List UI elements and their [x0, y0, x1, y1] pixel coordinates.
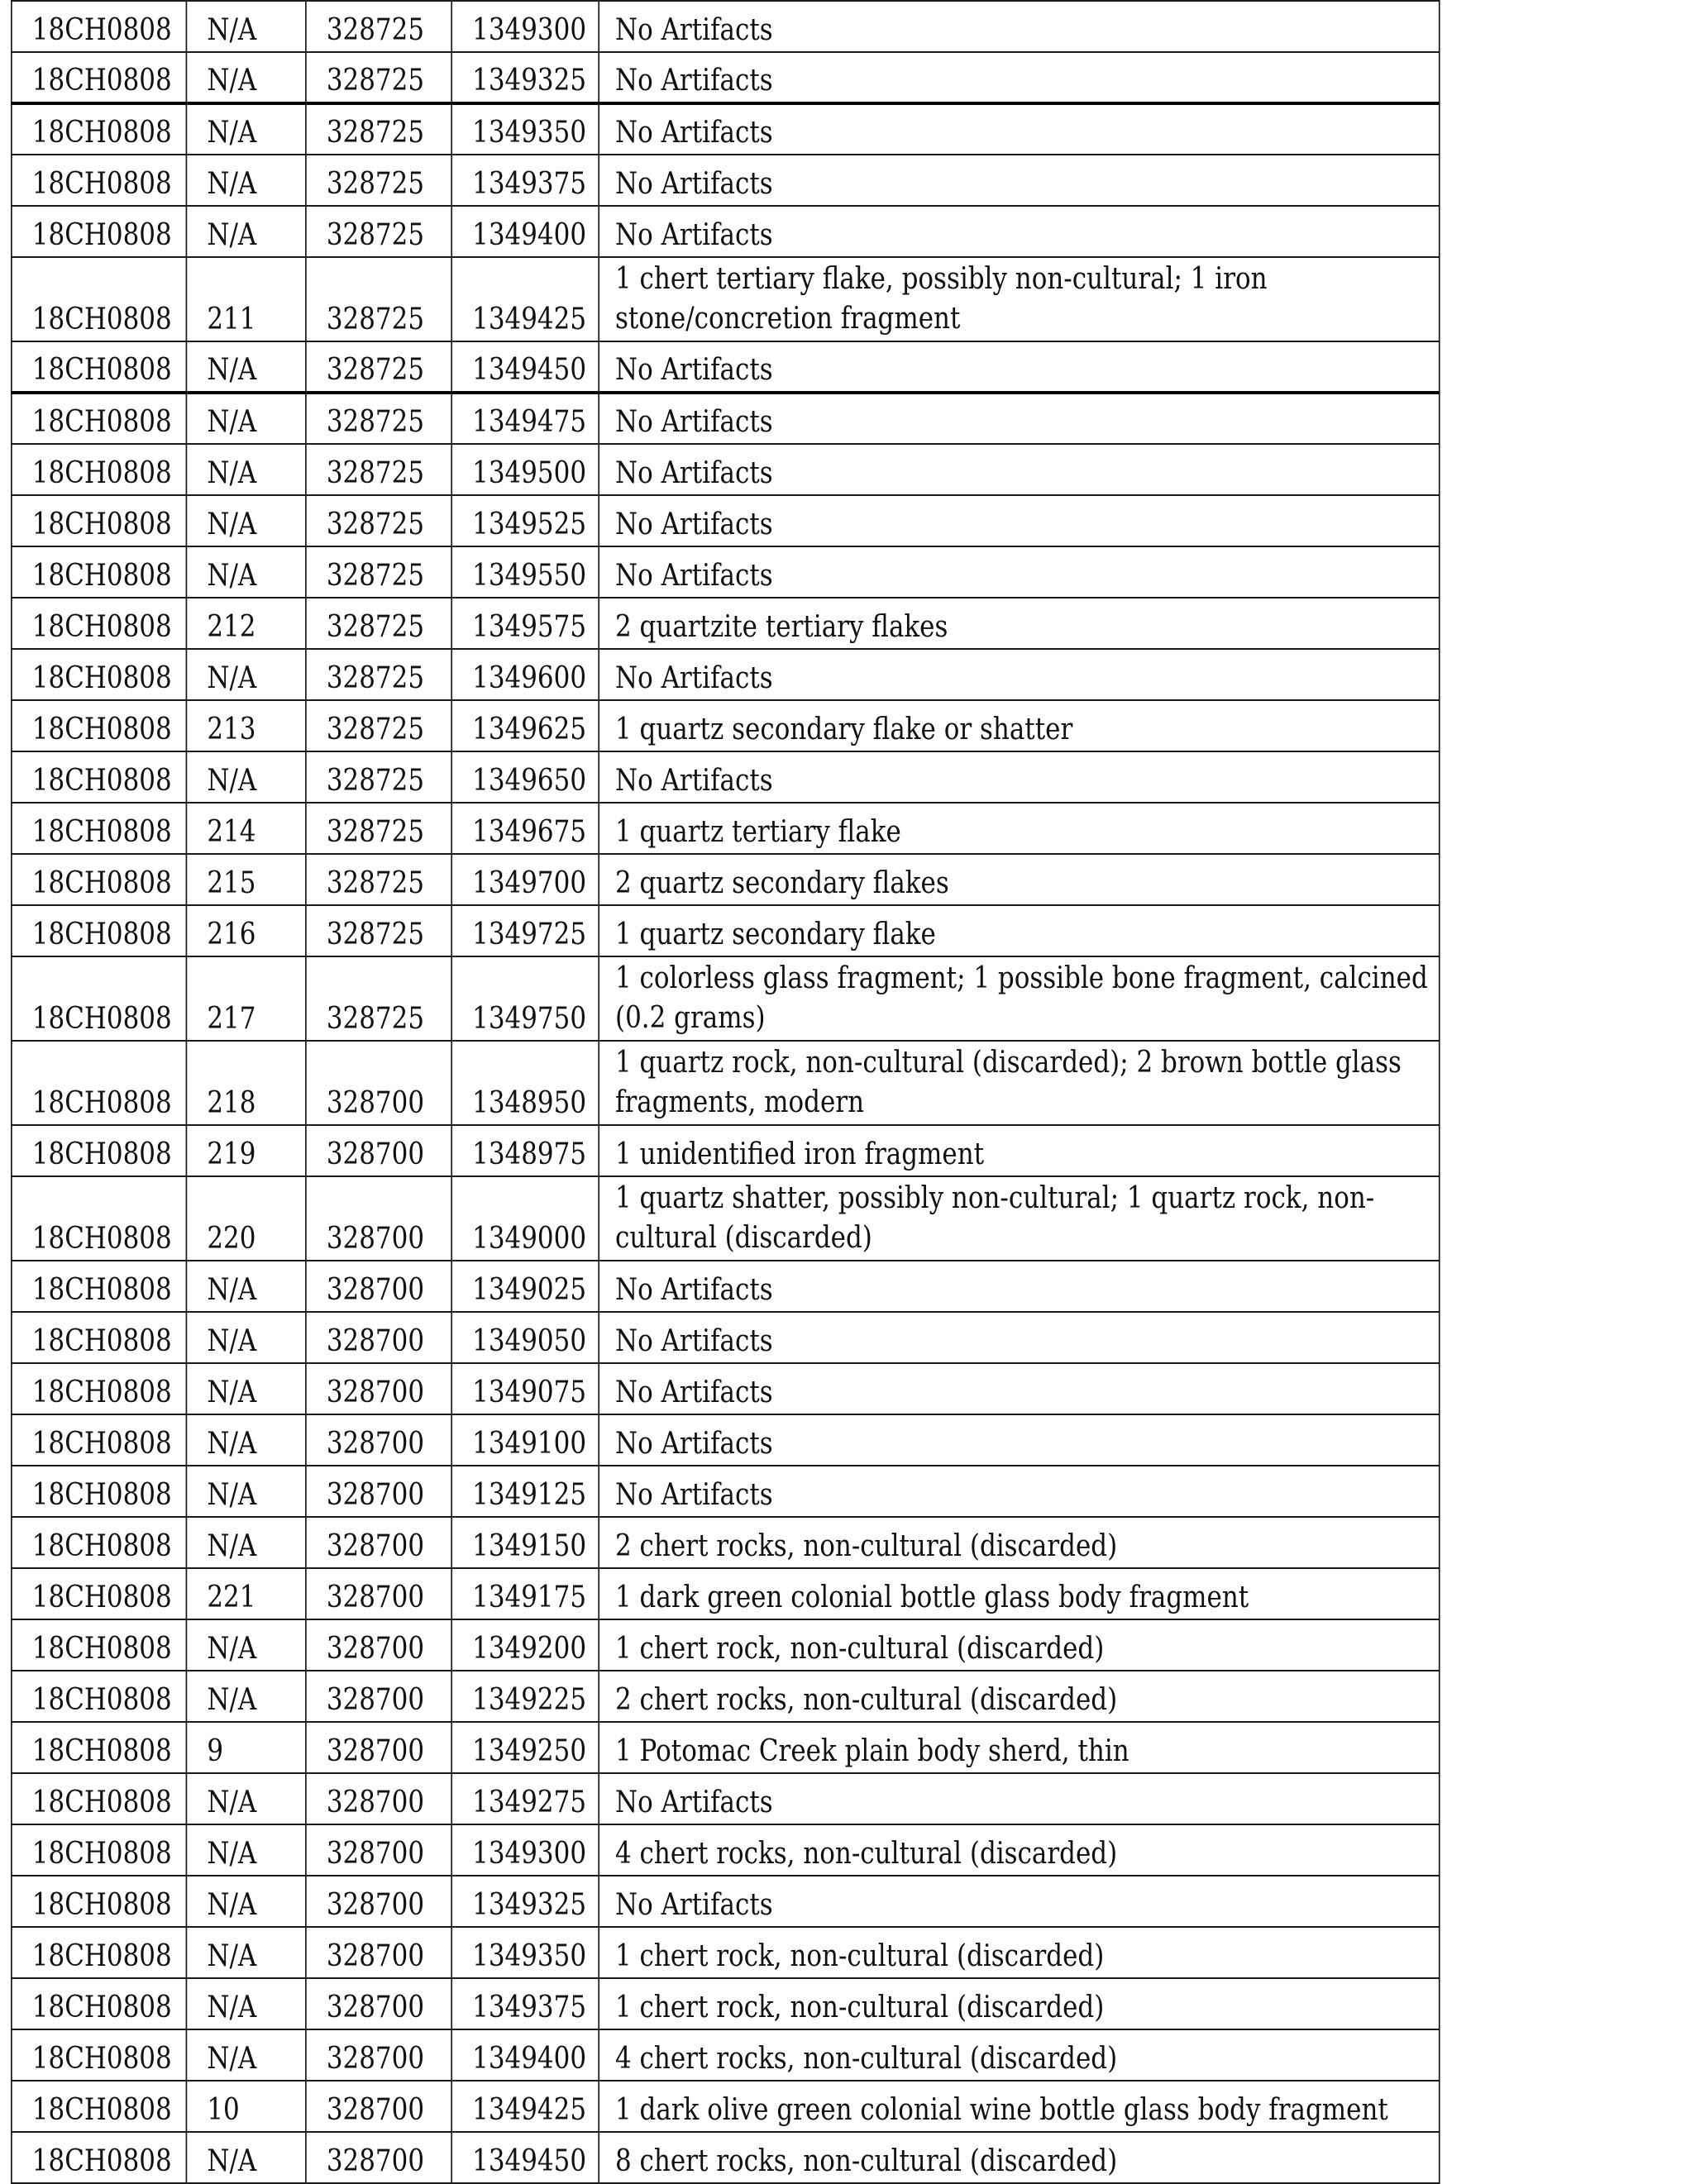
northing-cell: 1349725: [451, 905, 599, 956]
site-number-cell: 18CH0808: [12, 1671, 187, 1722]
easting-cell: 328700: [306, 1824, 451, 1876]
site-number-cell: 18CH0808: [12, 257, 187, 341]
table-row: [12, 803, 1440, 854]
catalog-number-cell: 221: [186, 1568, 305, 1619]
site-number-cell: 18CH0808: [12, 1466, 187, 1517]
table-row: [12, 103, 1440, 155]
northing-cell: 1348950: [451, 1041, 599, 1125]
site-number-cell: 18CH0808: [12, 393, 187, 444]
easting-cell: 328725: [306, 52, 451, 103]
artifact-description-cell: No Artifacts: [599, 1876, 1440, 1927]
table-row: [12, 956, 1440, 1041]
easting-cell: 328725: [306, 444, 451, 495]
catalog-number-cell: N/A: [186, 1, 305, 52]
artifact-description-cell: 1 chert tertiary flake, possibly non-cultural; 1 iron stone/concretion fragment: [599, 257, 1440, 341]
site-number-cell: 18CH0808: [12, 1773, 187, 1824]
artifact-description-cell: 4 chert rocks, non-cultural (discarded): [599, 1824, 1440, 1876]
catalog-number-cell: N/A: [186, 103, 305, 155]
table-row: [12, 1041, 1440, 1125]
catalog-number-cell: 211: [186, 257, 305, 341]
catalog-number-cell: N/A: [186, 1619, 305, 1671]
catalog-number-cell: N/A: [186, 2132, 305, 2183]
catalog-number-cell: N/A: [186, 393, 305, 444]
northing-cell: 1349550: [451, 546, 599, 598]
artifact-description-cell: No Artifacts: [599, 1312, 1440, 1363]
northing-cell: 1349325: [451, 1876, 599, 1927]
easting-cell: 328700: [306, 1671, 451, 1722]
site-number-cell: 18CH0808: [12, 854, 187, 905]
table-row: [12, 1176, 1440, 1261]
catalog-number-cell: 216: [186, 905, 305, 956]
site-number-cell: 18CH0808: [12, 956, 187, 1041]
artifact-description-cell: 2 quartz secondary flakes: [599, 854, 1440, 905]
artifact-table: [11, 0, 1440, 2184]
northing-cell: 1349350: [451, 1927, 599, 1978]
northing-cell: 1349225: [451, 1671, 599, 1722]
northing-cell: 1349325: [451, 52, 599, 103]
northing-cell: 1349475: [451, 393, 599, 444]
catalog-number-cell: 214: [186, 803, 305, 854]
northing-cell: 1349600: [451, 649, 599, 700]
table-row: [12, 1261, 1440, 1312]
catalog-number-cell: N/A: [186, 1824, 305, 1876]
table-row: [12, 2132, 1440, 2183]
northing-cell: 1349300: [451, 1824, 599, 1876]
artifact-description-cell: 1 dark green colonial bottle glass body fragment: [599, 1568, 1440, 1619]
site-number-cell: 18CH0808: [12, 1, 187, 52]
table-row: [12, 1466, 1440, 1517]
artifact-description-cell: 2 chert rocks, non-cultural (discarded): [599, 1517, 1440, 1568]
table-row: [12, 1414, 1440, 1466]
northing-cell: 1349250: [451, 1722, 599, 1773]
easting-cell: 328725: [306, 1, 451, 52]
northing-cell: 1348975: [451, 1125, 599, 1176]
table-row: [12, 444, 1440, 495]
artifact-description-cell: No Artifacts: [599, 52, 1440, 103]
catalog-number-cell: N/A: [186, 1978, 305, 2029]
artifact-description-cell: 1 quartz tertiary flake: [599, 803, 1440, 854]
artifact-description-cell: No Artifacts: [599, 1773, 1440, 1824]
site-number-cell: 18CH0808: [12, 751, 187, 803]
northing-cell: 1349125: [451, 1466, 599, 1517]
artifact-description-cell: No Artifacts: [599, 1, 1440, 52]
artifact-description-cell: No Artifacts: [599, 751, 1440, 803]
catalog-number-cell: 9: [186, 1722, 305, 1773]
northing-cell: 1349000: [451, 1176, 599, 1261]
northing-cell: 1349350: [451, 103, 599, 155]
site-number-cell: 18CH0808: [12, 2081, 187, 2132]
easting-cell: 328700: [306, 1773, 451, 1824]
catalog-number-cell: 212: [186, 598, 305, 649]
northing-cell: 1349500: [451, 444, 599, 495]
catalog-number-cell: N/A: [186, 649, 305, 700]
easting-cell: 328725: [306, 257, 451, 341]
northing-cell: 1349400: [451, 2029, 599, 2081]
artifact-description-cell: No Artifacts: [599, 155, 1440, 206]
artifact-description-cell: No Artifacts: [599, 341, 1440, 393]
easting-cell: 328725: [306, 803, 451, 854]
site-number-cell: 18CH0808: [12, 700, 187, 751]
table-row: [12, 1671, 1440, 1722]
site-number-cell: 18CH0808: [12, 803, 187, 854]
site-number-cell: 18CH0808: [12, 649, 187, 700]
northing-cell: 1349575: [451, 598, 599, 649]
northing-cell: 1349450: [451, 341, 599, 393]
easting-cell: 328700: [306, 1363, 451, 1414]
artifact-description-cell: No Artifacts: [599, 495, 1440, 546]
easting-cell: 328700: [306, 1978, 451, 2029]
catalog-number-cell: N/A: [186, 444, 305, 495]
catalog-number-cell: N/A: [186, 1466, 305, 1517]
easting-cell: 328725: [306, 956, 451, 1041]
table-row: [12, 206, 1440, 257]
easting-cell: 328725: [306, 854, 451, 905]
northing-cell: 1349425: [451, 257, 599, 341]
northing-cell: 1349425: [451, 2081, 599, 2132]
table-row: [12, 546, 1440, 598]
site-number-cell: 18CH0808: [12, 1261, 187, 1312]
site-number-cell: 18CH0808: [12, 2132, 187, 2183]
table-row: [12, 393, 1440, 444]
artifact-description-cell: No Artifacts: [599, 206, 1440, 257]
artifact-description-cell: 2 chert rocks, non-cultural (discarded): [599, 1671, 1440, 1722]
easting-cell: 328700: [306, 1312, 451, 1363]
artifact-description-cell: 1 colorless glass fragment; 1 possible bone fragment, calcined (0.2 grams): [599, 956, 1440, 1041]
artifact-description-cell: 4 chert rocks, non-cultural (discarded): [599, 2029, 1440, 2081]
easting-cell: 328725: [306, 751, 451, 803]
northing-cell: 1349275: [451, 1773, 599, 1824]
catalog-number-cell: N/A: [186, 1671, 305, 1722]
northing-cell: 1349375: [451, 155, 599, 206]
easting-cell: 328725: [306, 103, 451, 155]
artifact-description-cell: No Artifacts: [599, 393, 1440, 444]
easting-cell: 328725: [306, 495, 451, 546]
artifact-description-cell: 1 unidentified iron fragment: [599, 1125, 1440, 1176]
easting-cell: 328725: [306, 598, 451, 649]
site-number-cell: 18CH0808: [12, 1363, 187, 1414]
artifact-description-cell: 1 quartz rock, non-cultural (discarded); 2 brown bottle glass fragments, modern: [599, 1041, 1440, 1125]
easting-cell: 328700: [306, 1876, 451, 1927]
table-row: [12, 1773, 1440, 1824]
easting-cell: 328700: [306, 1125, 451, 1176]
table-row: [12, 257, 1440, 341]
easting-cell: 328700: [306, 1041, 451, 1125]
catalog-number-cell: N/A: [186, 1927, 305, 1978]
easting-cell: 328700: [306, 1466, 451, 1517]
artifact-description-cell: No Artifacts: [599, 1414, 1440, 1466]
table-row: [12, 700, 1440, 751]
northing-cell: 1349300: [451, 1, 599, 52]
artifact-description-cell: No Artifacts: [599, 546, 1440, 598]
easting-cell: 328700: [306, 1619, 451, 1671]
site-number-cell: 18CH0808: [12, 598, 187, 649]
table-row: [12, 155, 1440, 206]
easting-cell: 328700: [306, 1568, 451, 1619]
artifact-description-cell: 1 chert rock, non-cultural (discarded): [599, 1619, 1440, 1671]
artifact-description-cell: No Artifacts: [599, 1363, 1440, 1414]
site-number-cell: 18CH0808: [12, 1041, 187, 1125]
easting-cell: 328700: [306, 2081, 451, 2132]
catalog-number-cell: N/A: [186, 1773, 305, 1824]
table-row: [12, 1568, 1440, 1619]
catalog-number-cell: 213: [186, 700, 305, 751]
catalog-number-cell: 218: [186, 1041, 305, 1125]
northing-cell: 1349100: [451, 1414, 599, 1466]
artifact-description-cell: No Artifacts: [599, 444, 1440, 495]
easting-cell: 328725: [306, 649, 451, 700]
site-number-cell: 18CH0808: [12, 1517, 187, 1568]
table-row: [12, 341, 1440, 393]
easting-cell: 328700: [306, 1722, 451, 1773]
artifact-description-cell: No Artifacts: [599, 103, 1440, 155]
table-row: [12, 649, 1440, 700]
easting-cell: 328725: [306, 700, 451, 751]
easting-cell: 328700: [306, 1517, 451, 1568]
table-row: [12, 2029, 1440, 2081]
artifact-description-cell: No Artifacts: [599, 1261, 1440, 1312]
table-row: [12, 1619, 1440, 1671]
easting-cell: 328700: [306, 2029, 451, 2081]
northing-cell: 1349625: [451, 700, 599, 751]
catalog-number-cell: N/A: [186, 1312, 305, 1363]
table-row: [12, 52, 1440, 103]
northing-cell: 1349450: [451, 2132, 599, 2183]
site-number-cell: 18CH0808: [12, 1414, 187, 1466]
table-row: [12, 1312, 1440, 1363]
site-number-cell: 18CH0808: [12, 155, 187, 206]
northing-cell: 1349525: [451, 495, 599, 546]
artifact-description-cell: No Artifacts: [599, 1466, 1440, 1517]
northing-cell: 1349675: [451, 803, 599, 854]
site-number-cell: 18CH0808: [12, 1978, 187, 2029]
site-number-cell: 18CH0808: [12, 103, 187, 155]
catalog-number-cell: N/A: [186, 206, 305, 257]
table-row: [12, 1125, 1440, 1176]
easting-cell: 328700: [306, 2132, 451, 2183]
site-number-cell: 18CH0808: [12, 1125, 187, 1176]
site-number-cell: 18CH0808: [12, 546, 187, 598]
catalog-number-cell: 217: [186, 956, 305, 1041]
northing-cell: 1349650: [451, 751, 599, 803]
artifact-description-cell: 1 chert rock, non-cultural (discarded): [599, 1927, 1440, 1978]
northing-cell: 1349700: [451, 854, 599, 905]
northing-cell: 1349750: [451, 956, 599, 1041]
site-number-cell: 18CH0808: [12, 2029, 187, 2081]
easting-cell: 328700: [306, 1261, 451, 1312]
artifact-table-body: [12, 1, 1440, 2183]
catalog-number-cell: N/A: [186, 751, 305, 803]
catalog-number-cell: N/A: [186, 1517, 305, 1568]
catalog-number-cell: N/A: [186, 52, 305, 103]
catalog-number-cell: N/A: [186, 1414, 305, 1466]
table-row: [12, 1363, 1440, 1414]
artifact-description-cell: 1 chert rock, non-cultural (discarded): [599, 1978, 1440, 2029]
site-number-cell: 18CH0808: [12, 1568, 187, 1619]
table-row: [12, 1722, 1440, 1773]
table-row: [12, 1927, 1440, 1978]
table-row: [12, 1517, 1440, 1568]
easting-cell: 328725: [306, 905, 451, 956]
catalog-number-cell: 219: [186, 1125, 305, 1176]
site-number-cell: 18CH0808: [12, 1824, 187, 1876]
catalog-number-cell: N/A: [186, 1261, 305, 1312]
site-number-cell: 18CH0808: [12, 1312, 187, 1363]
northing-cell: 1349025: [451, 1261, 599, 1312]
northing-cell: 1349175: [451, 1568, 599, 1619]
site-number-cell: 18CH0808: [12, 495, 187, 546]
catalog-number-cell: 220: [186, 1176, 305, 1261]
site-number-cell: 18CH0808: [12, 444, 187, 495]
site-number-cell: 18CH0808: [12, 1619, 187, 1671]
site-number-cell: 18CH0808: [12, 1927, 187, 1978]
catalog-number-cell: 215: [186, 854, 305, 905]
northing-cell: 1349200: [451, 1619, 599, 1671]
easting-cell: 328700: [306, 1176, 451, 1261]
table-row: [12, 854, 1440, 905]
artifact-description-cell: 1 dark olive green colonial wine bottle glass body fragment: [599, 2081, 1440, 2132]
catalog-number-cell: N/A: [186, 495, 305, 546]
table-row: [12, 751, 1440, 803]
table-row: [12, 1824, 1440, 1876]
northing-cell: 1349400: [451, 206, 599, 257]
site-number-cell: 18CH0808: [12, 1176, 187, 1261]
table-row: [12, 1978, 1440, 2029]
northing-cell: 1349375: [451, 1978, 599, 2029]
easting-cell: 328725: [306, 546, 451, 598]
site-number-cell: 18CH0808: [12, 1722, 187, 1773]
table-row: [12, 1, 1440, 52]
easting-cell: 328700: [306, 1927, 451, 1978]
site-number-cell: 18CH0808: [12, 341, 187, 393]
table-row: [12, 1876, 1440, 1927]
site-number-cell: 18CH0808: [12, 52, 187, 103]
northing-cell: 1349150: [451, 1517, 599, 1568]
easting-cell: 328700: [306, 1414, 451, 1466]
site-number-cell: 18CH0808: [12, 905, 187, 956]
catalog-number-cell: N/A: [186, 2029, 305, 2081]
artifact-description-cell: 8 chert rocks, non-cultural (discarded): [599, 2132, 1440, 2183]
table-row: [12, 598, 1440, 649]
site-number-cell: 18CH0808: [12, 206, 187, 257]
catalog-number-cell: 10: [186, 2081, 305, 2132]
catalog-number-cell: N/A: [186, 341, 305, 393]
catalog-number-cell: N/A: [186, 1363, 305, 1414]
artifact-description-cell: 1 quartz secondary flake or shatter: [599, 700, 1440, 751]
table-row: [12, 2081, 1440, 2132]
site-number-cell: 18CH0808: [12, 1876, 187, 1927]
easting-cell: 328725: [306, 341, 451, 393]
artifact-description-cell: No Artifacts: [599, 649, 1440, 700]
easting-cell: 328725: [306, 155, 451, 206]
northing-cell: 1349075: [451, 1363, 599, 1414]
easting-cell: 328725: [306, 393, 451, 444]
table-row: [12, 495, 1440, 546]
artifact-description-cell: 1 Potomac Creek plain body sherd, thin: [599, 1722, 1440, 1773]
artifact-description-cell: 1 quartz shatter, possibly non-cultural; 1 quartz rock, non-cultural (discarded): [599, 1176, 1440, 1261]
catalog-number-cell: N/A: [186, 546, 305, 598]
catalog-number-cell: N/A: [186, 155, 305, 206]
table-row: [12, 905, 1440, 956]
northing-cell: 1349050: [451, 1312, 599, 1363]
artifact-description-cell: 1 quartz secondary flake: [599, 905, 1440, 956]
easting-cell: 328725: [306, 206, 451, 257]
artifact-description-cell: 2 quartzite tertiary flakes: [599, 598, 1440, 649]
catalog-number-cell: N/A: [186, 1876, 305, 1927]
